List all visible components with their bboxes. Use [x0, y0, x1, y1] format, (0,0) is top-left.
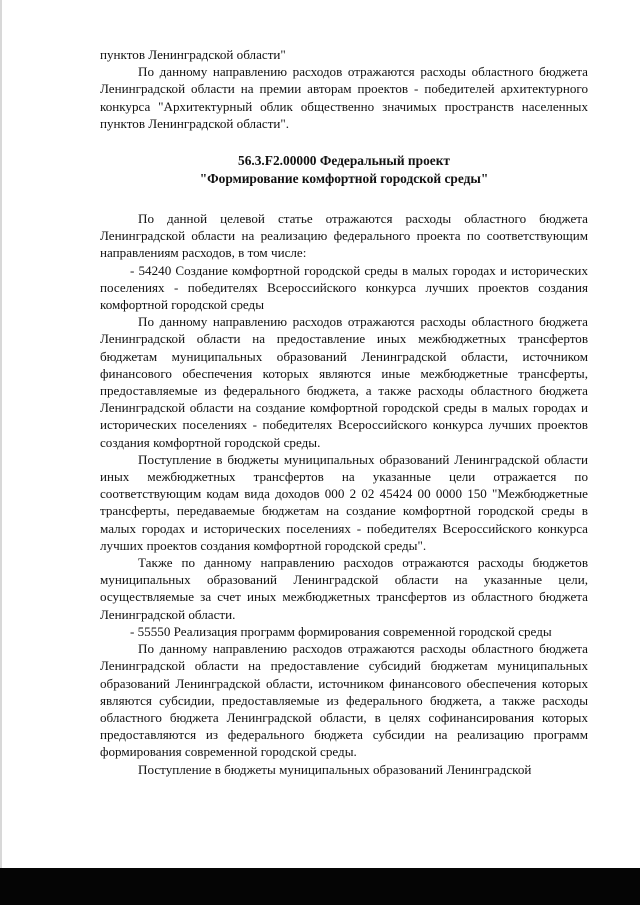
document-body: [100, 46, 588, 778]
paragraph-top-tail: пунктов Ленинградской области": [100, 47, 286, 62]
paragraph-55550-income: Поступление в бюджеты муниципальных образований Ленинградской: [138, 761, 532, 777]
section-heading: [100, 152, 588, 188]
section-heading-title: "Формирование комфортной городской среды": [199, 171, 489, 187]
list-item-54240: - 54240 Создание комфортной городской среды в малых городах и исторических поселениях - победителях Всероссийского конкурса лучших проектов создания комфортной городской среды: [100, 262, 588, 313]
section-heading-code: 56.3.F2.00000 Федеральный проект: [238, 153, 450, 169]
list-item-55550: - 55550 Реализация программ формирования современной городской среды: [130, 623, 552, 639]
scan-left-edge: [0, 0, 2, 868]
paragraph-target-article: По данной целевой статье отражаются расходы областного бюджета Ленинградской области на реализацию федерального проекта по соответствующим направлениям расходов, в том числе:: [100, 211, 588, 261]
paragraph-54240-income: Поступление в бюджеты муниципальных образований Ленинградской области иных межбюджетных трансфертов на указанные цели отражается по соответствующим кодам вида доходов 000 2 02 45424 00 0000 150 "Межбюджетные трансферты, передаваемые бюджетам на создание комфортной городской среды в малых городах и исторических поселениях - победителях Всероссийского конкурса лучших проектов создания комфортной городской среды".: [100, 451, 588, 553]
paragraph-54240-description: По данному направлению расходов отражаются расходы областного бюджета Ленинградской области на предоставление иных межбюджетных трансфертов бюджетам муниципальных образований Ленинградской области, источником финансового обеспечения которых являются иные межбюджетные трансферты, предоставляемые из федерального бюджета, а также расходы областного бюджета Ленинградской области на создание комфортной городской среды в малых городах и исторических поселениях - победителях Всероссийского конкурса лучших проектов создания комфортной городской среды.: [100, 314, 588, 450]
paragraph-54240-also: Также по данному направлению расходов отражаются расходы бюджетов муниципальных образований Ленинградской области на указанные цели, осуществляемые за счет иных межбюджетных трансфертов из областного бюджета Ленинградской области.: [100, 555, 588, 622]
paragraph-55550-description: По данному направлению расходов отражаются расходы областного бюджета Ленинградской области на предоставление субсидий бюджетам муниципальных образований Ленинградской области, источником финансового обеспечения которых являются субсидии, предоставляемые из федерального бюджета, а также расходы областного бюджета Ленинградской области, в целях софинансирования которых предоставляются из федерального бюджета субсидии на реализацию программ формирования современной городской среды.: [100, 641, 588, 760]
paragraph-intro: По данному направлению расходов отражаются расходы областного бюджета Ленинградской области на премии авторам проектов - победителей архитектурного конкурса "Архитектурный облик общественно значимых пространств населенных пунктов Ленинградской области".: [100, 64, 588, 131]
scan-bottom-bar: [0, 868, 640, 905]
